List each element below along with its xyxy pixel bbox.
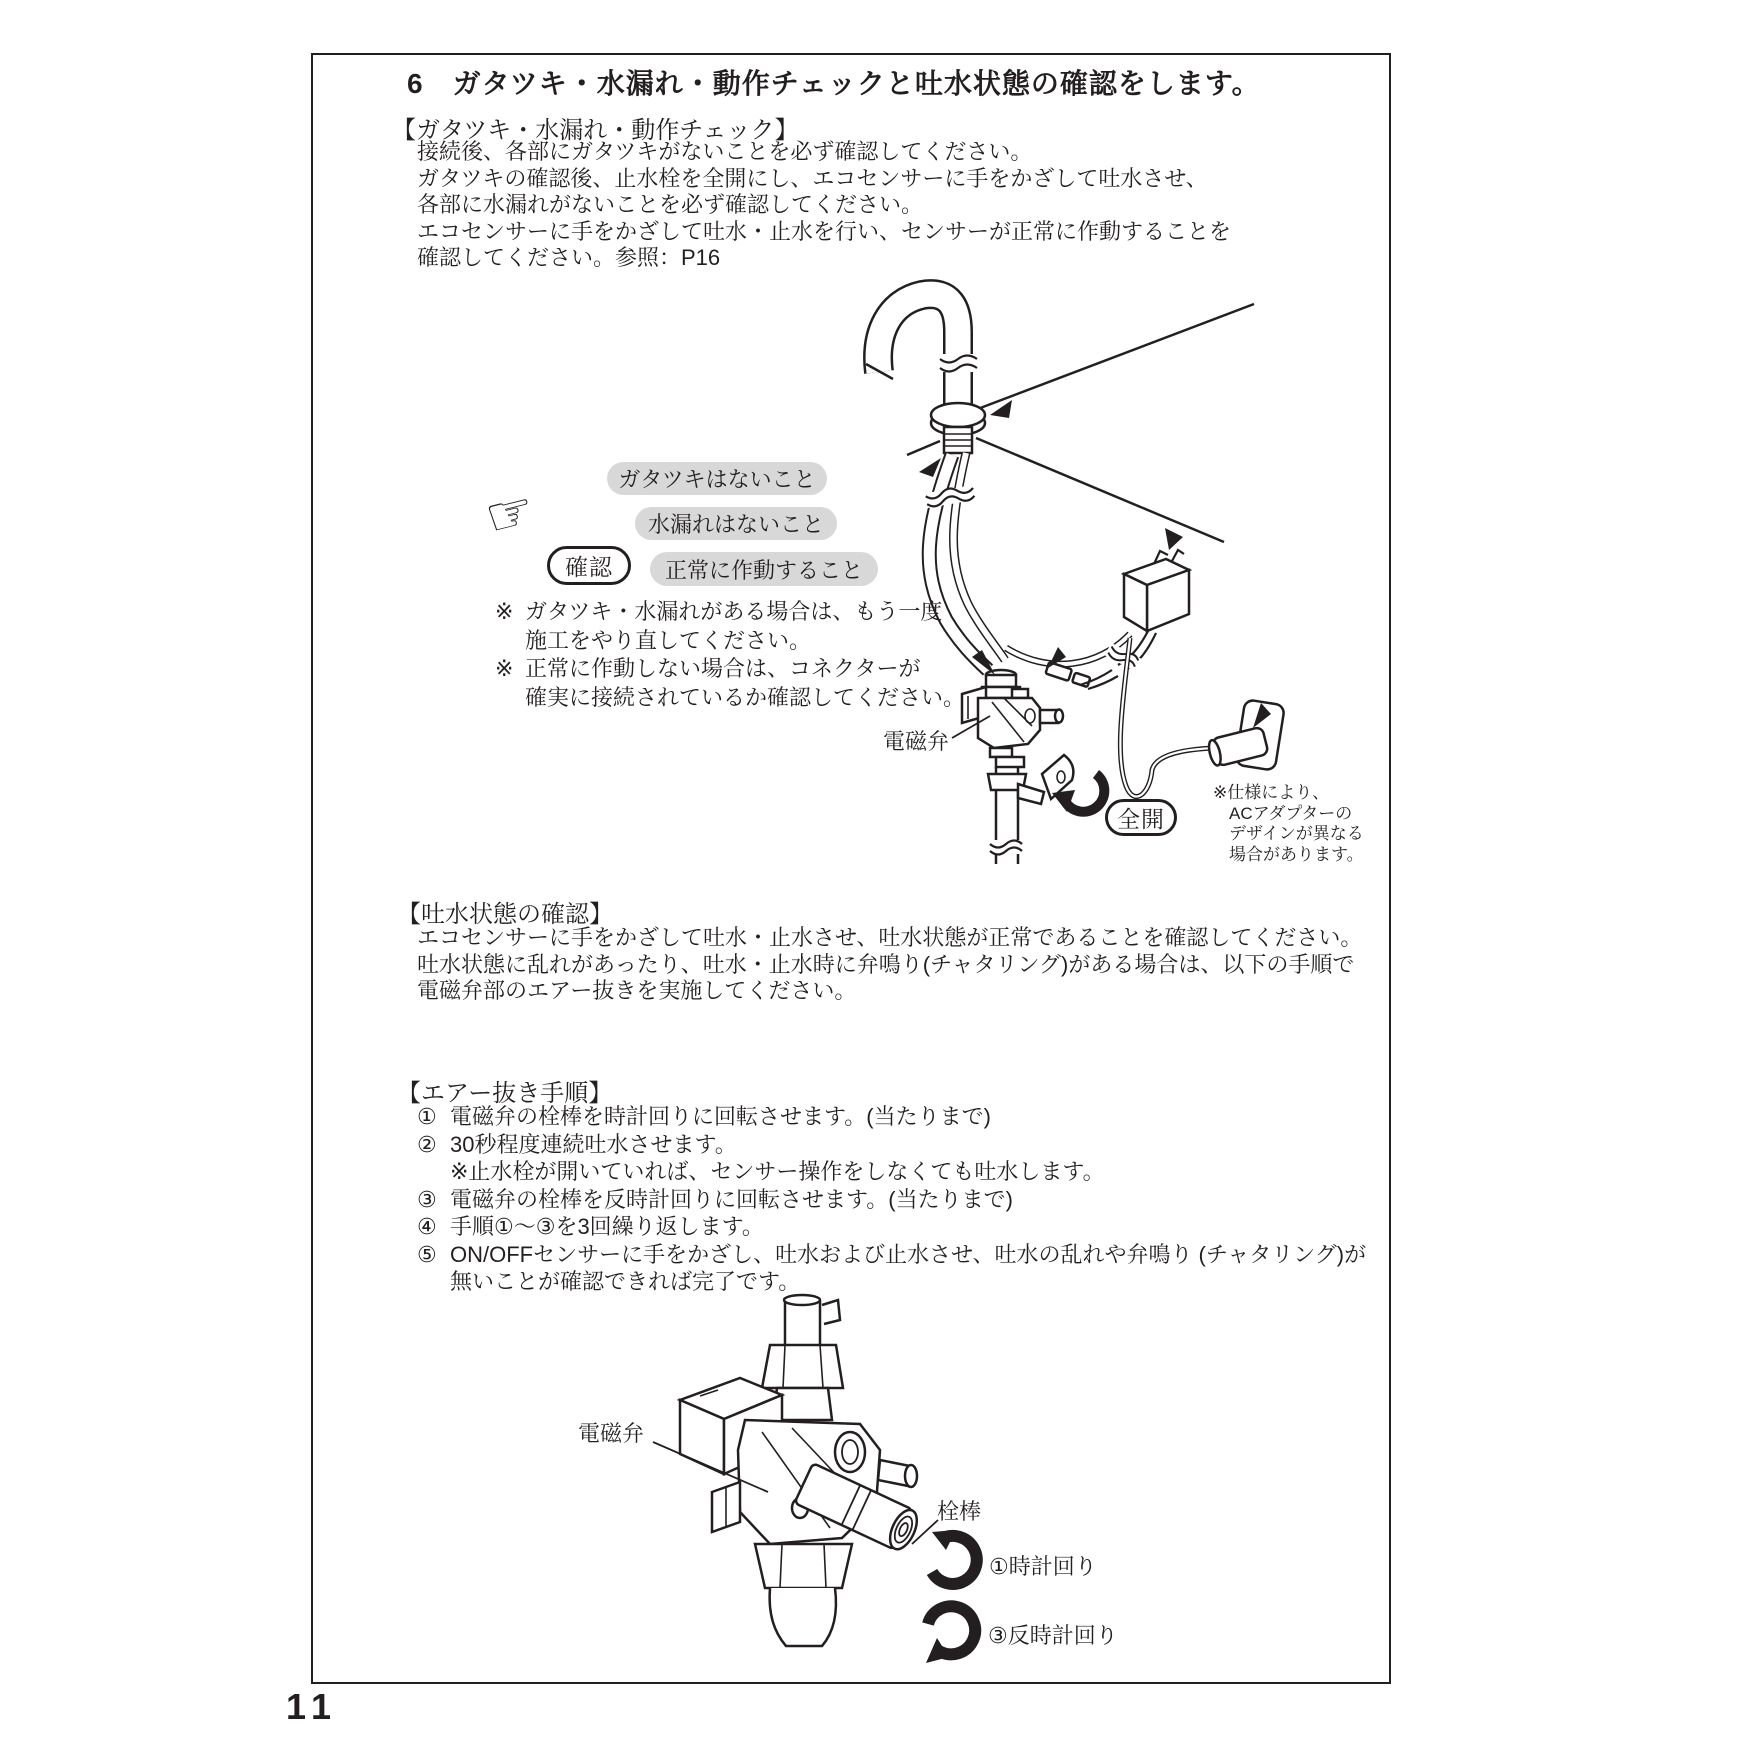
step-text: ※止水栓が開いていれば、センサー操作をしなくても吐水します。 [450, 1159, 1105, 1184]
ac-note-line: ACアダプターの [1229, 803, 1353, 823]
check-notes [495, 598, 965, 712]
faucet-spout [866, 294, 977, 406]
step-number: ③ [417, 1186, 437, 1212]
step-row [417, 1103, 1366, 1131]
ac-note-line: 場合があります。 [1229, 844, 1364, 864]
solenoid-valve [962, 670, 1063, 767]
step-number [417, 1268, 450, 1296]
step-number: ② [417, 1131, 437, 1157]
step-text: 30秒程度連続吐水させます。 [450, 1131, 737, 1157]
step-row [417, 1158, 1366, 1186]
body-line: エコセンサーに手をかざして吐水・止水させ、吐水状態が正常であることを確認してください。 [417, 925, 1363, 950]
check-badge-operate: 正常に作動すること [650, 552, 878, 586]
body-line: ガタツキの確認後、止水栓を全開にし、エコセンサーに手をかざして吐水させ、 [417, 165, 1208, 191]
body-line: 電磁弁部のエアー抜きを実施してください。 [417, 978, 857, 1003]
valve-top-pipe [784, 1295, 840, 1345]
section-spout-body [417, 925, 1362, 1005]
solenoid-valve-label-bottom: 電磁弁 [578, 1421, 645, 1446]
step-number: ① [417, 1104, 437, 1129]
clockwise-arrow-icon [932, 1530, 977, 1584]
note-text: ガタツキ・水漏れがある場合は、もう一度 [525, 599, 943, 624]
controller-box [1080, 550, 1189, 689]
page-number: 11 [286, 1686, 339, 1727]
faucet-flange [931, 403, 985, 453]
section-spout-heading: 【吐水状態の確認】 [397, 901, 613, 928]
page-title: 6 ガタツキ・水漏れ・動作チェックと吐水状態の確認をします。 [407, 68, 1261, 99]
body-line: 各部に水漏れがないことを必ず確認してください。 [417, 192, 924, 217]
step-text: 電磁弁の栓棒を時計回りに回転させます。(当たりまで) [450, 1104, 991, 1129]
step-row [417, 1186, 1366, 1214]
section-air-heading: 【エアー抜き手順】 [397, 1080, 613, 1107]
note-row [495, 655, 965, 684]
step-number [417, 1158, 450, 1186]
body-line: エコセンサーに手をかざして吐水・止水を行い、センサーが正常に作動することを [417, 218, 1232, 244]
step-text: 手順①～③を3回繰り返します。 [450, 1214, 764, 1239]
step-row [417, 1131, 1366, 1159]
arrow-counter-icon [1165, 528, 1183, 550]
note-text: 確実に接続されているか確認してください。 [525, 684, 966, 710]
note-row [495, 598, 965, 627]
note-mark: ※ [495, 599, 514, 624]
note-text: 正常に作動しない場合は、コネクターが [525, 656, 921, 681]
step-text: 無いことが確認できれば完了です。 [450, 1269, 801, 1294]
section-check-heading: 【ガタツキ・水漏れ・動作チェック】 [392, 117, 799, 144]
step-number: ④ [417, 1214, 437, 1239]
body-line: 吐水状態に乱れがあったり、吐水・止水時に弁鳴り(チャタリング)がある場合は、以下の手順で [417, 951, 1355, 977]
step-row [417, 1241, 1366, 1269]
stem-label: 栓棒 [937, 1499, 982, 1524]
ac-note-line: ※仕様により、 [1213, 783, 1330, 802]
valve-bottom [755, 1544, 852, 1646]
step-text: ON/OFFセンサーに手をかざし、吐水および止水させ、吐水の乱れや弁鳴り (チャタリング)が [450, 1241, 1367, 1267]
step-number: ⑤ [417, 1241, 437, 1267]
check-badge-rattle: ガタツキはないこと [607, 462, 827, 495]
counterclockwise-label: ③反時計回り [988, 1623, 1118, 1648]
fully-open-pill: 全開 [1105, 799, 1177, 836]
content-frame [311, 53, 1391, 1684]
note-text: 施工をやり直してください。 [525, 627, 812, 653]
check-badge-leak: 水漏れはないこと [635, 507, 837, 540]
counterclockwise-arrow-icon [926, 1606, 975, 1663]
step-text: 電磁弁の栓棒を反時計回りに回転させます。(当たりまで) [450, 1186, 1013, 1212]
section-check-body [417, 139, 1231, 272]
solenoid-valve-label: 電磁弁 [883, 729, 950, 754]
air-bleed-steps [417, 1103, 1366, 1296]
pointing-hand-icon: ☞ [479, 479, 541, 549]
clockwise-label: ①時計回り [989, 1554, 1097, 1579]
confirm-pill: 確認 [547, 546, 631, 585]
ac-note-line: デザインが異なる [1229, 824, 1364, 843]
body-line: 接続後、各部にガタツキがないことを必ず確認してください。 [417, 139, 1033, 164]
note-mark: ※ [495, 656, 514, 681]
step-row [417, 1213, 1366, 1241]
ac-adapter-note [1213, 783, 1364, 865]
body-line: 確認してください。参照：P16 [417, 245, 721, 270]
stop-valve [988, 755, 1073, 864]
